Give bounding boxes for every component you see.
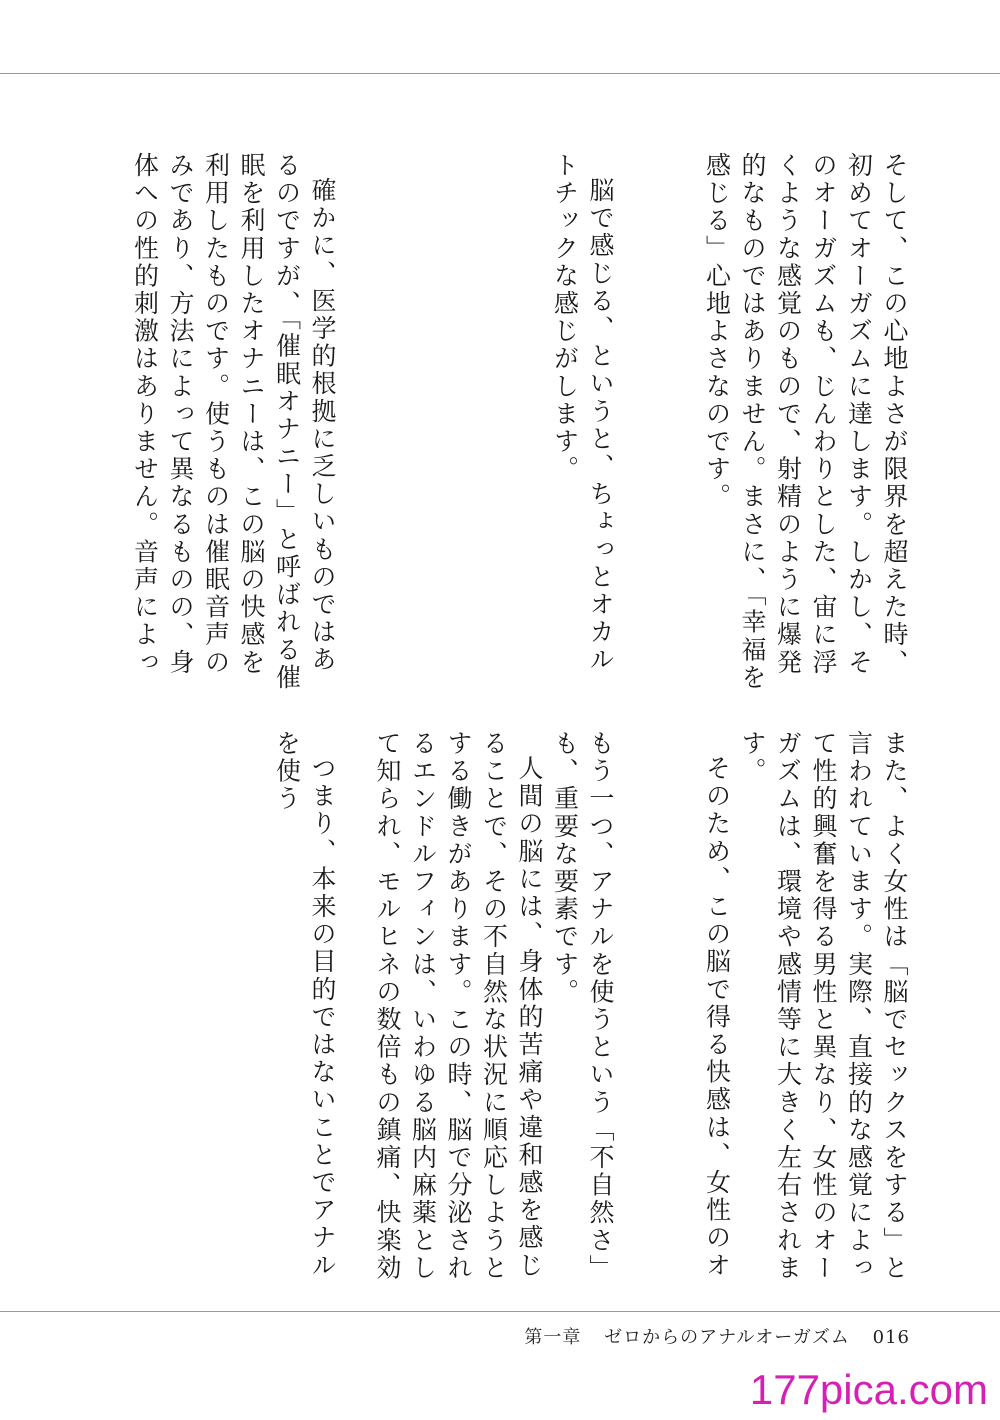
watermark: 177pica.com (749, 1366, 988, 1413)
paragraph: そのため、この脳で得る快感は、女性のオ (702, 755, 732, 1280)
paragraph: 確かに、医学的根拠に乏しいものではあるのですが、「催眠オナニー」と呼ばれる催眠を利用したオナニーは、この脳の快感を利用したものです。使うものは催眠音声のみであり、方法によって異なるものの、身体への性的刺激はありません。音声によっ (130, 152, 337, 692)
bottom-rule (0, 1311, 1000, 1312)
paragraph: また、よく女性は「脳でセックスをする」と言われています。実際、直接的な感覚によって性的興奮を得る男性と異なり、女性のオーガズムは、環境や感情等に大きく左右されます。 (738, 730, 909, 1282)
text-column-top-right (698, 152, 912, 692)
paragraph: そして、この心地よさが限界を超えた時、初めてオーガズムに達します。しかし、そのオーガズムも、じんわりとした、宙に浮くような感覚のもので、射精のように爆発的なものではありません。まさに、「幸福を感じる」心地よさなのです。 (702, 152, 909, 692)
paragraph: 人間の脳には、身体的苦痛や違和感を感じることで、その不自然な状況に順応しようとする働きがあります。この時、脳で分泌されるエンドルフィンは、いわゆる脳内麻薬として知られ、モルヒネの数倍もの鎮痛、快楽効 (373, 730, 544, 1282)
paragraph: 脳で感じる、というと、ちょっとオカルトチックな感じがします。 (550, 152, 615, 674)
paragraph (698, 152, 699, 692)
footer-chapter: 第一章 (524, 1327, 582, 1348)
text-column-top-middle (438, 152, 618, 692)
page-number: 016 (872, 1327, 910, 1348)
text-column-bottom-right (698, 730, 912, 1285)
page-footer (508, 1323, 910, 1349)
paragraph: もう一つ、アナルを使うという「不自然さ」も、重要な要素です。 (550, 730, 615, 1282)
text-column-bottom-left (160, 730, 340, 1285)
paragraph: つまり、本来の目的ではないことでアナルを使う (272, 730, 337, 1280)
text-column-bottom-middle (368, 730, 618, 1285)
text-column-top-left (125, 152, 340, 692)
top-rule (0, 73, 1000, 74)
footer-title: ゼロからのアナルオーガズム (604, 1327, 850, 1348)
